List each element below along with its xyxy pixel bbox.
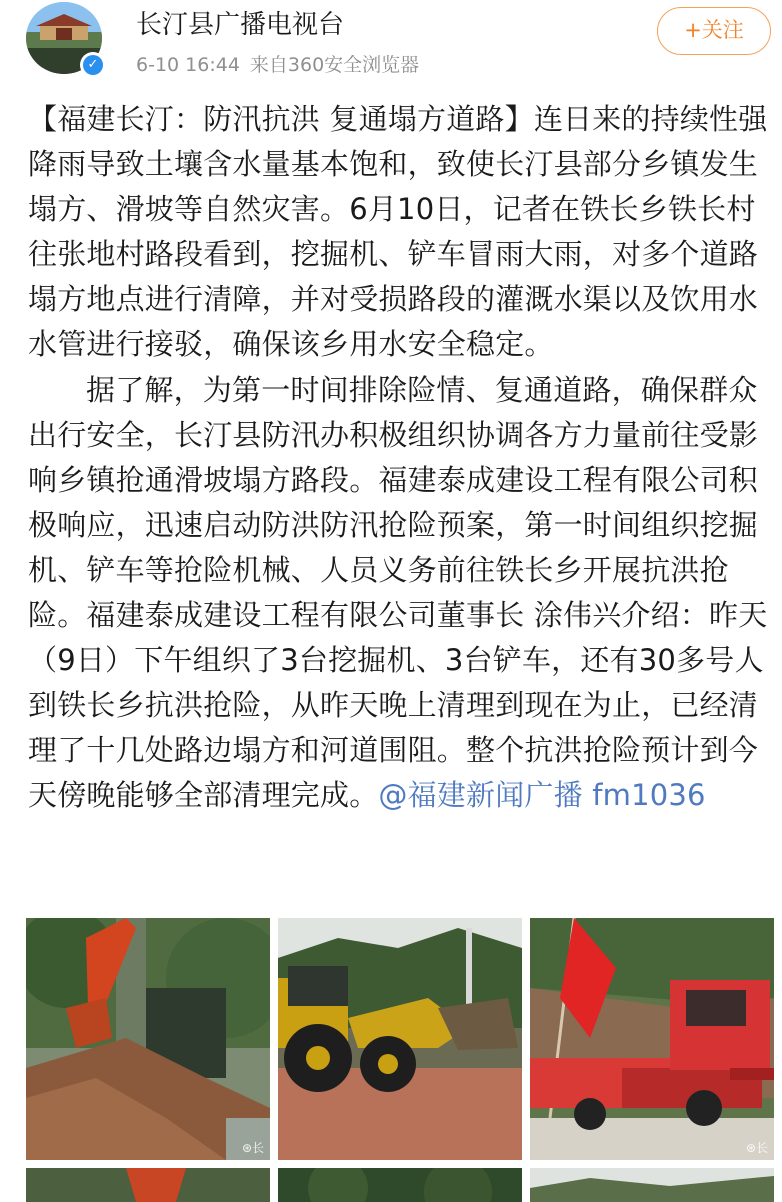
photo-truck[interactable] — [530, 918, 774, 1160]
photo-excavator[interactable] — [26, 918, 270, 1160]
photo-row2-3[interactable] — [530, 1168, 774, 1202]
photo-loader[interactable] — [278, 918, 522, 1160]
photo-watermark: ⊛长 — [241, 1141, 264, 1155]
verified-badge-icon: ✓ — [80, 52, 106, 78]
follow-button[interactable]: +关注 — [657, 7, 771, 55]
paragraph-2-text: 据了解，为第一时间排除险情、复通道路，确保群众出行安全，长汀县防汛办积极组织协调各方力量前往受影响乡镇抢通滑坡塌方路段。福建泰成建设工程有限公司积极响应，迅速启动防洪防汛抢险预案，第一时间组织挖掘机、铲车等抢险机械、人员义务前往铁长乡开展抗洪抢险。福建泰成建设工程有限公司董事长 涂伟兴介绍：昨天（9日）下午组织了3台挖掘机、3台铲车，还有30多号人到铁长乡抗洪抢险，从昨天晚上清理到现在为止，已经清理了十几处路边塌方和河道围阻。整个抗洪抢险预计到今天傍晚能够全部清理完成。 — [28, 372, 768, 813]
post-body — [28, 97, 768, 819]
author-name[interactable]: 长汀县广播电视台 — [136, 10, 345, 40]
post-meta — [136, 50, 419, 77]
post-header — [0, 0, 782, 90]
photo-watermark: ⊛长 — [745, 1141, 768, 1155]
post-paragraph-2 — [28, 368, 768, 819]
post-source: 来自360安全浏览器 — [249, 54, 420, 76]
photo-row2-1[interactable] — [26, 1168, 270, 1202]
photo-row2-2[interactable] — [278, 1168, 522, 1202]
photo-grid — [26, 918, 774, 1202]
mention-link[interactable]: @福建新闻广播 fm1036 — [378, 778, 706, 813]
post-paragraph-1: 【福建长汀：防汛抗洪 复通塌方道路】连日来的持续性强降雨导致土壤含水量基本饱和，致使长汀县部分乡镇发生塌方、滑坡等自然灾害。6月10日，记者在铁长乡铁长村往张地村路段看到，挖掘机、铲车冒雨大雨，对多个道路塌方地点进行清障，并对受损路段的灌溉水渠以及饮用水水管进行接驳，确保该乡用水安全稳定。 — [28, 102, 768, 362]
post-time: 6-10 16:44 — [136, 54, 240, 76]
